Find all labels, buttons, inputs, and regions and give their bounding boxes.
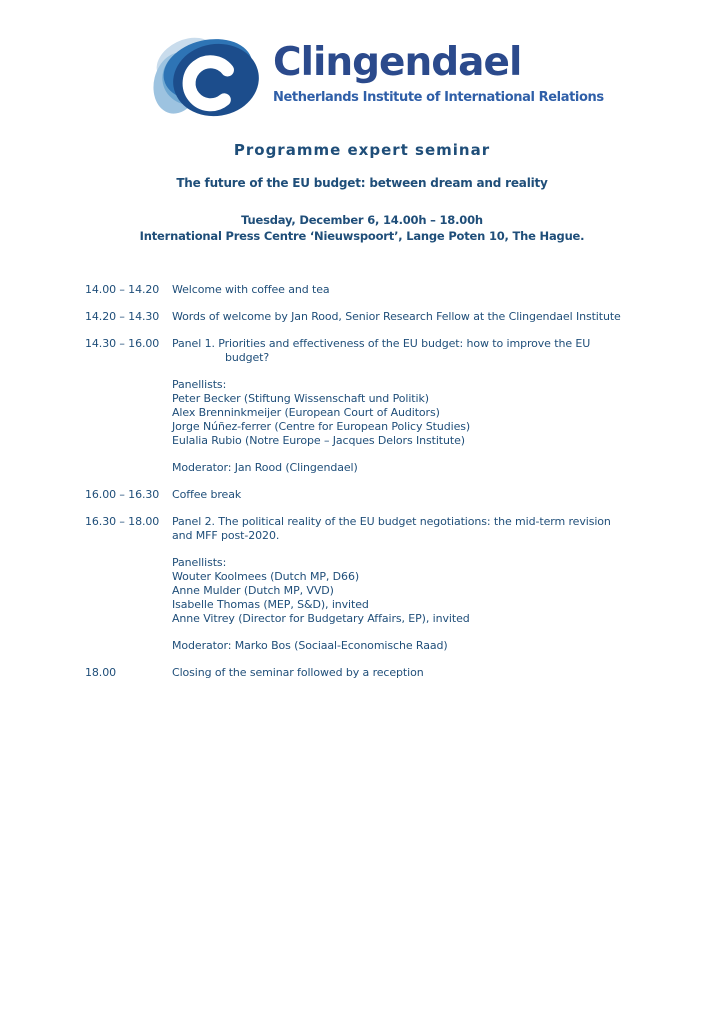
schedule-text-block <box>172 556 660 626</box>
schedule-text-block <box>172 639 660 653</box>
schedule-row <box>85 488 660 502</box>
logo-wordmark: Clingendael <box>273 40 522 85</box>
schedule-line: Welcome with coffee and tea <box>172 283 330 296</box>
schedule-time: 14.20 – 14.30 <box>85 310 160 323</box>
schedule-time: 18.00 <box>85 666 116 679</box>
schedule-description <box>172 666 660 680</box>
schedule <box>85 283 660 693</box>
schedule-text-block <box>172 378 660 448</box>
schedule-row <box>85 283 660 297</box>
schedule-text-block <box>172 310 660 324</box>
schedule-line: Panellists: <box>172 378 227 391</box>
schedule-row <box>85 666 660 680</box>
clingendael-logo-icon <box>150 33 268 121</box>
schedule-time: 16.00 – 16.30 <box>85 488 160 501</box>
schedule-line: Panel 2. The political reality of the EU budget negotiations: the mid-term revision <box>172 515 611 528</box>
schedule-line: Peter Becker (Stiftung Wissenschaft und Politik) <box>172 392 429 405</box>
schedule-text-block <box>172 488 660 502</box>
schedule-row <box>85 337 660 475</box>
schedule-description <box>172 283 660 297</box>
schedule-time: 14.00 – 14.20 <box>85 283 160 296</box>
logo-text-block <box>273 33 604 105</box>
schedule-row <box>85 310 660 324</box>
date-line: Tuesday, December 6, 14.00h – 18.00h <box>241 213 483 227</box>
logo-subtitle: Netherlands Institute of International Relations <box>273 90 604 105</box>
schedule-line: Panel 1. Priorities and effectiveness of the EU budget: how to improve the EU <box>172 337 591 350</box>
schedule-line: Alex Brenninkmeijer (European Court of Auditors) <box>172 406 440 419</box>
schedule-text-block <box>172 283 660 297</box>
schedule-line: budget? <box>225 351 270 364</box>
schedule-line: Jorge Núñez-ferrer (Centre for European Policy Studies) <box>172 420 471 433</box>
schedule-line: Closing of the seminar followed by a reception <box>172 666 424 679</box>
schedule-description <box>172 515 660 653</box>
clingendael-logo <box>150 33 604 121</box>
venue-line: International Press Centre ‘Nieuwspoort’, Lange Poten 10, The Hague. <box>139 229 585 243</box>
schedule-line: Moderator: Jan Rood (Clingendael) <box>172 461 358 474</box>
schedule-line: Anne Vitrey (Director for Budgetary Affairs, EP), invited <box>172 612 470 625</box>
schedule-line: Wouter Koolmees (Dutch MP, D66) <box>172 570 360 583</box>
schedule-text-block <box>172 515 660 543</box>
schedule-line: and MFF post-2020. <box>172 529 280 542</box>
schedule-description <box>172 310 660 324</box>
schedule-time: 14.30 – 16.00 <box>85 337 160 350</box>
schedule-line: Eulalia Rubio (Notre Europe – Jacques Delors Institute) <box>172 434 465 447</box>
schedule-line: Coffee break <box>172 488 242 501</box>
page-title: Programme expert seminar <box>233 141 491 159</box>
schedule-description <box>172 337 660 475</box>
schedule-line: Moderator: Marko Bos (Sociaal-Economische Raad) <box>172 639 448 652</box>
schedule-text-block <box>172 337 660 365</box>
schedule-time: 16.30 – 18.00 <box>85 515 160 528</box>
schedule-line: Words of welcome by Jan Rood, Senior Research Fellow at the Clingendael Institute <box>172 310 621 323</box>
schedule-text-block <box>172 461 660 475</box>
schedule-line: Anne Mulder (Dutch MP, VVD) <box>172 584 334 597</box>
schedule-text-block <box>172 666 660 680</box>
schedule-row <box>85 515 660 653</box>
schedule-description <box>172 488 660 502</box>
seminar-title: The future of the EU budget: between dream and reality <box>176 176 548 190</box>
schedule-line: Panellists: <box>172 556 227 569</box>
schedule-line: Isabelle Thomas (MEP, S&D), invited <box>172 598 369 611</box>
